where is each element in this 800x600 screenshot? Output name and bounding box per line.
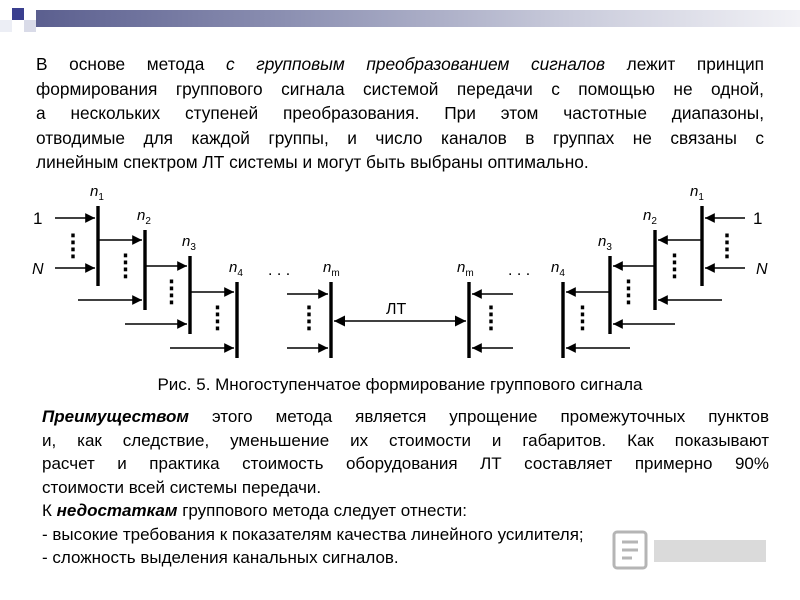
vertical-dots [490, 313, 492, 316]
drawback-text: К [42, 501, 57, 520]
drawback-item: - сложность выделения канальных сигналов. [42, 548, 399, 567]
stage-label: $n_2$ [643, 207, 657, 227]
advantage-text: расчет и практика стоимость оборудования ЛТ составляет примерно 90% [42, 454, 769, 473]
watermark-logo [610, 528, 770, 578]
vertical-dots [124, 268, 126, 271]
vertical-dots [124, 254, 126, 257]
vertical-dots [490, 320, 492, 323]
header-square-dark [12, 8, 24, 20]
drawback-item: - высокие требования к показателям качества линейного усилителя; [42, 524, 584, 544]
intro-text: лежит принцип [605, 54, 765, 74]
vertical-dots [170, 280, 172, 283]
vertical-dots [72, 241, 74, 244]
intro-text: линейным спектром ЛТ системы и могут быть выбраны оптимально. [36, 152, 589, 172]
vertical-dots [726, 241, 728, 244]
vertical-dots [490, 327, 492, 330]
intro-text: а нескольких ступеней преобразования. При этом частотные диапазоны, [36, 103, 764, 123]
drawback-term: недостаткам [56, 501, 178, 520]
intro-paragraph [36, 52, 764, 175]
vertical-dots [726, 248, 728, 251]
vertical-dots [673, 275, 675, 278]
stage-label: $n_4$ [229, 259, 243, 279]
input-label-last: N [32, 261, 44, 278]
line-tract-label: ЛТ [386, 301, 407, 318]
header-gradient-bar [36, 10, 800, 27]
vertical-dots [72, 255, 74, 258]
input-label-first: 1 [753, 209, 763, 228]
vertical-dots [308, 306, 310, 309]
vertical-dots [308, 313, 310, 316]
intro-term: с групповым преобразованием сигналов [226, 54, 606, 74]
stage-label: $n_m$ [323, 259, 340, 279]
stage-label: $n_4$ [551, 259, 565, 279]
stage-label: $n_2$ [137, 207, 151, 227]
advantage-text: этого метода является упрощение промежуточных пунктов [189, 407, 769, 426]
vertical-dots [627, 280, 629, 283]
vertical-dots [581, 320, 583, 323]
vertical-dots [308, 320, 310, 323]
vertical-dots [627, 287, 629, 290]
vertical-dots [170, 287, 172, 290]
vertical-dots [170, 301, 172, 304]
horizontal-dots: . . . [508, 262, 531, 279]
advantage-term: Преимуществом [42, 407, 189, 426]
input-label-last: N [756, 261, 768, 278]
vertical-dots [72, 234, 74, 237]
vertical-dots [627, 301, 629, 304]
vertical-dots [170, 294, 172, 297]
header-square-light [0, 20, 12, 32]
stage-label: $n_1$ [90, 183, 104, 203]
advantage-text: стоимости всей системы передачи. [42, 477, 322, 497]
vertical-dots [72, 248, 74, 251]
input-label-first: 1 [33, 209, 43, 228]
stage-label: $n_m$ [457, 259, 474, 279]
intro-text: В основе метода [36, 54, 226, 74]
vertical-dots [673, 268, 675, 271]
vertical-dots [581, 313, 583, 316]
stage-label: $n_3$ [182, 233, 196, 253]
vertical-dots [216, 320, 218, 323]
vertical-dots [627, 294, 629, 297]
advantage-text: и, как следствие, уменьшение их стоимости и габаритов. Как показывают [42, 430, 769, 450]
drawback-text: группового метода следует отнести: [177, 501, 468, 520]
vertical-dots [726, 234, 728, 237]
vertical-dots [308, 327, 310, 330]
vertical-dots [216, 327, 218, 330]
vertical-dots [726, 255, 728, 258]
stage-label: $n_3$ [598, 233, 612, 253]
intro-text: отводимые для каждой группы, и число каналов в группах не связаны с [36, 127, 764, 148]
vertical-dots [216, 306, 218, 309]
vertical-dots [124, 275, 126, 278]
vertical-dots [673, 261, 675, 264]
header-square-light [24, 20, 36, 32]
vertical-dots [673, 254, 675, 257]
vertical-dots [216, 313, 218, 316]
multistage-diagram [0, 176, 800, 371]
vertical-dots [124, 261, 126, 264]
vertical-dots [581, 306, 583, 309]
stage-label: $n_1$ [690, 183, 704, 203]
horizontal-dots: . . . [268, 262, 291, 279]
figure-caption: Рис. 5. Многоступенчатое формирование группового сигнала [157, 375, 643, 394]
vertical-dots [490, 306, 492, 309]
intro-text: формирования группового сигнала системой передачи с помощью не одной, [36, 78, 764, 99]
vertical-dots [581, 327, 583, 330]
